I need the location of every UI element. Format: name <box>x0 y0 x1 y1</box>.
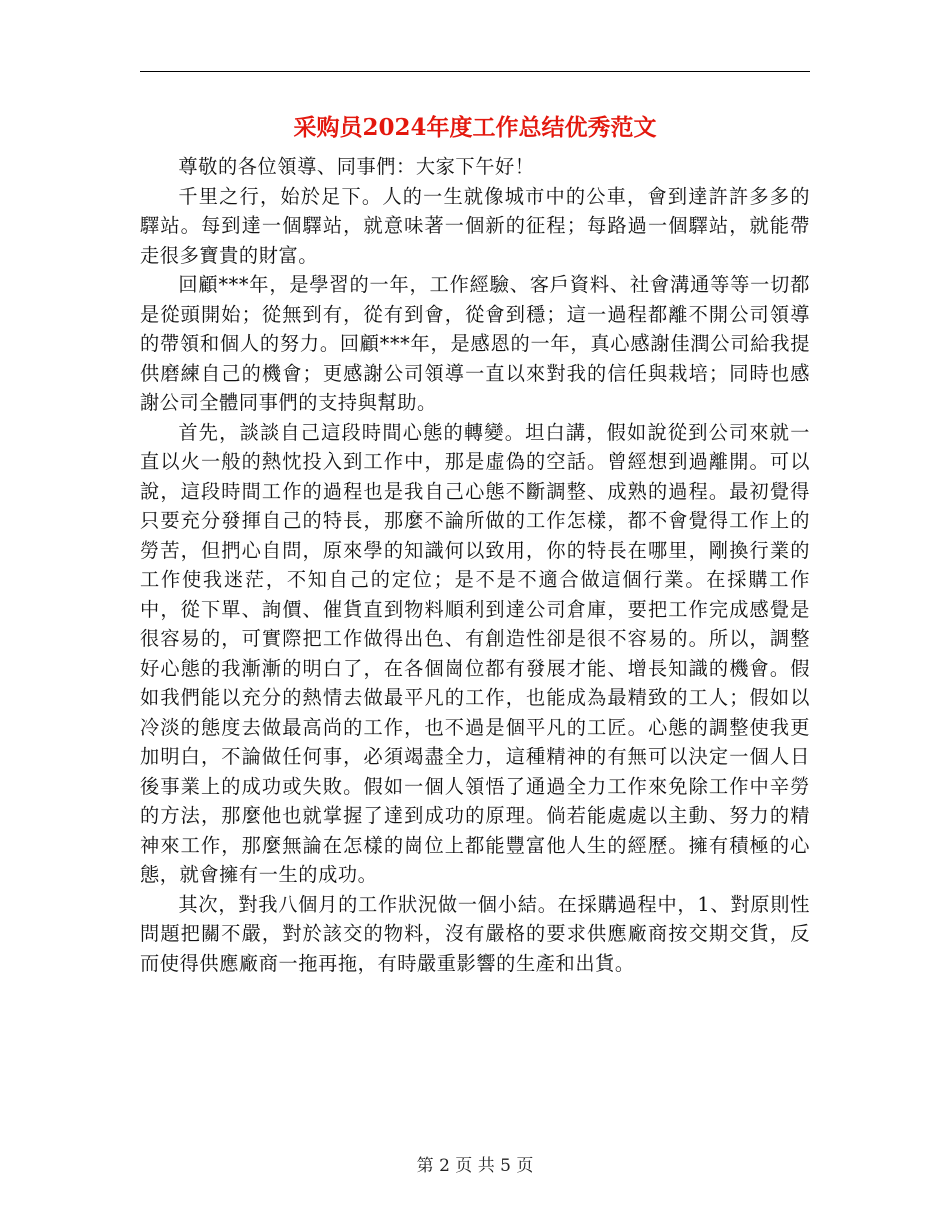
body-paragraph: 千里之行，始於足下。人的一生就像城市中的公車，會到達許許多多的驛站。每到達一個驛站，就意味著一個新的征程；每路過一個驛站，就能帶走很多寶貴的財富。 <box>140 184 810 267</box>
page-number-footer: 第 2 页 共 5 页 <box>416 1156 534 1176</box>
header-rule <box>140 71 810 72</box>
body-paragraph: 回顧***年，是學習的一年，工作經驗、客戶資料、社會溝通等等一切都是從頭開始；從無到有，從有到會，從會到穩；這一過程都離不開公司領導的帶領和個人的努力。回顧***年，是感恩的一年，真心感謝佳潤公司給我提供磨練自己的機會；更感謝公司領導一直以來對我的信任與栽培；同時也感謝公司全體同事們的支持與幫助。 <box>140 273 810 414</box>
greeting-paragraph: 尊敬的各位領導、同事們：大家下午好！ <box>178 155 535 178</box>
document-body <box>140 152 810 978</box>
body-paragraph: 其次，對我八個月的工作狀況做一個小結。在採購過程中，1、對原則性問題把關不嚴，對於該交的物料，沒有嚴格的要求供應廠商按交期交貨，反而使得供應廠商一拖再拖，有時嚴重影響的生產和出貨。 <box>140 892 810 975</box>
body-paragraph: 首先，談談自己這段時間心態的轉變。坦白講，假如說從到公司來就一直以火一般的熱忱投入到工作中，那是虛偽的空話。曾經想到過離開。可以說，這段時間工作的過程也是我自己心態不斷調整、成熟的過程。最初覺得只要充分發揮自己的特長，那麼不論所做的工作怎樣，都不會覺得工作上的勞苦，但捫心自問，原來學的知識何以致用，你的特長在哪里，剛換行業的工作使我迷茫，不知自己的定位；是不是不適合做這個行業。在採購工作中，從下單、詢價、催貨直到物料順利到達公司倉庫，要把工作完成感覺是很容易的，可實際把工作做得出色、有創造性卻是很不容易的。所以，調整好心態的我漸漸的明白了，在各個崗位都有發展才能、增長知識的機會。假如我們能以充分的熱情去做最平凡的工作，也能成為最精致的工人；假如以冷淡的態度去做最高尚的工作，也不過是個平凡的工匠。心態的調整使我更加明白，不論做任何事，必須竭盡全力，這種精神的有無可以決定一個人日後事業上的成功或失敗。假如一個人領悟了通過全力工作來免除工作中辛勞的方法，那麼他也就掌握了達到成功的原理。倘若能處處以主動、努力的精神來工作，那麼無論在怎樣的崗位上都能豐富他人生的經歷。擁有積極的心態，就會擁有一生的成功。 <box>140 420 810 886</box>
document-title: 采购员2024年度工作总结优秀范文 <box>293 114 657 141</box>
